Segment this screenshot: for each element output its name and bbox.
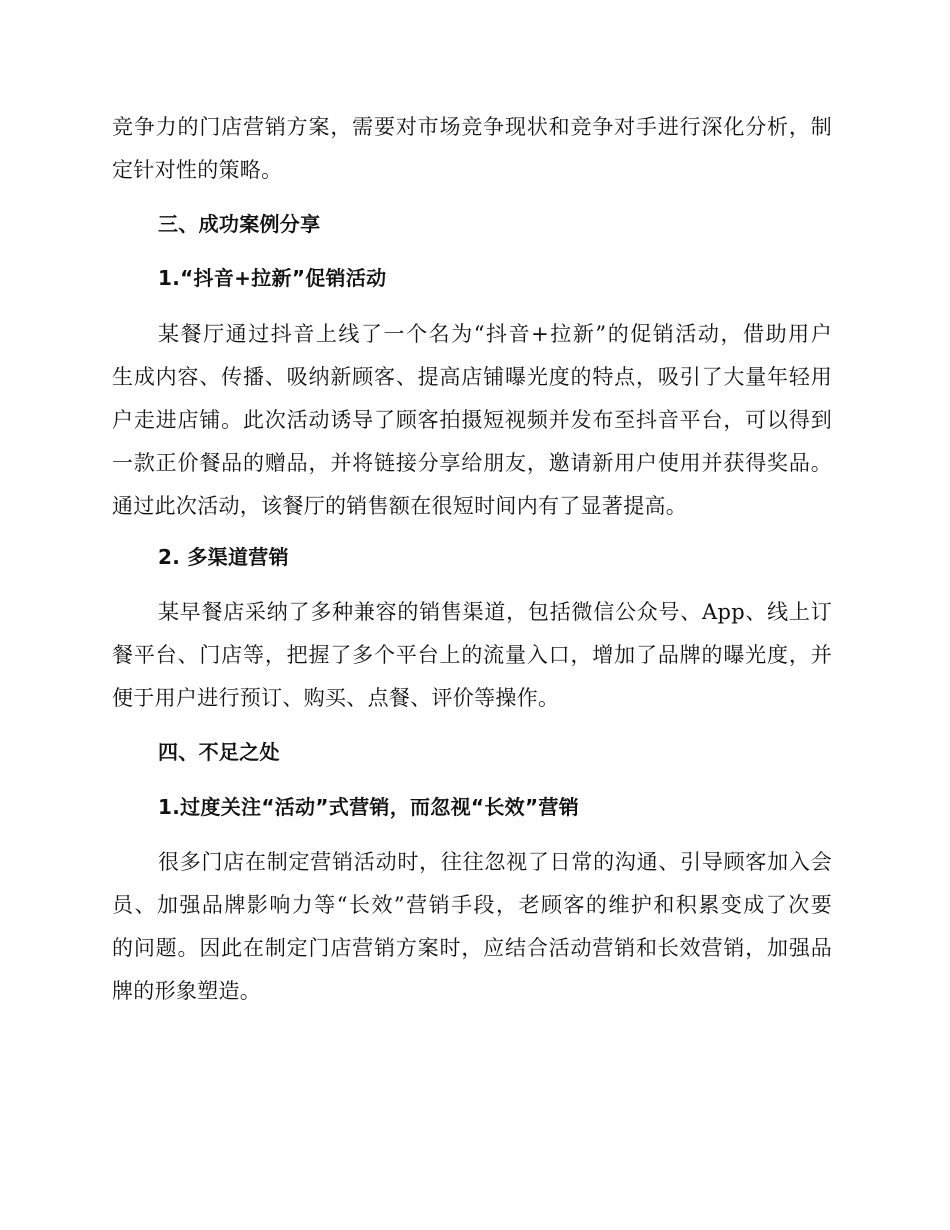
heading-text: 2. 多渠道营销	[158, 545, 289, 569]
paragraph-line: 餐平台、门店等，把握了多个平台上的流量入口，增加了品牌的曝光度，并	[112, 643, 832, 667]
issue1-paragraph	[112, 841, 832, 1013]
case1-paragraph	[112, 313, 832, 528]
heading-text: 四、不足之处	[158, 740, 280, 764]
paragraph-line: 户走进店铺。此次活动诱导了顾客拍摄短视频并发布至抖音平台，可以得到	[112, 408, 832, 432]
paragraph-line: 的问题。因此在制定门店营销方案时，应结合活动营销和长效营销，加强品	[112, 936, 832, 960]
case-heading-1	[112, 257, 878, 300]
heading-text: 1.过度关注“活动”式营销，而忽视“长效”营销	[158, 795, 579, 819]
heading-text: 三、成功案例分享	[158, 212, 321, 236]
paragraph-line: 员、加强品牌影响力等“长效”营销手段，老顾客的维护和积累变成了次要	[112, 893, 832, 917]
paragraph-line: 定针对性的策略。	[112, 158, 283, 182]
paragraph-line: 某早餐店采纳了多种兼容的销售渠道，包括微信公众号、App、线上订	[158, 600, 832, 624]
paragraph-line: 生成内容、传播、吸纳新顾客、提高店铺曝光度的特点，吸引了大量年轻用	[112, 365, 832, 389]
section-heading-3	[112, 203, 878, 246]
paragraph-line: 便于用户进行预订、购买、点餐、评价等操作。	[112, 686, 560, 710]
paragraph-line: 很多门店在制定营销活动时，往往忽视了日常的沟通、引导顾客加入会	[158, 850, 832, 874]
issue-heading-1	[112, 786, 878, 829]
paragraph-line: 通过此次活动，该餐厅的销售额在很短时间内有了显著提高。	[112, 494, 688, 518]
heading-text: 1.“抖音+拉新”促销活动	[158, 266, 387, 290]
paragraph-line: 牌的形象塑造。	[112, 979, 262, 1003]
intro-paragraph	[112, 106, 832, 192]
section-heading-4	[112, 731, 878, 774]
paragraph-line: 一款正价餐品的赠品，并将链接分享给朋友，邀请新用户使用并获得奖品。	[112, 451, 832, 475]
case2-paragraph	[112, 591, 832, 720]
case-heading-2	[112, 536, 878, 579]
paragraph-line: 某餐厅通过抖音上线了一个名为“抖音+拉新”的促销活动，借助用户	[158, 322, 832, 346]
paragraph-line: 竞争力的门店营销方案，需要对市场竞争现状和竞争对手进行深化分析，制	[112, 115, 832, 139]
